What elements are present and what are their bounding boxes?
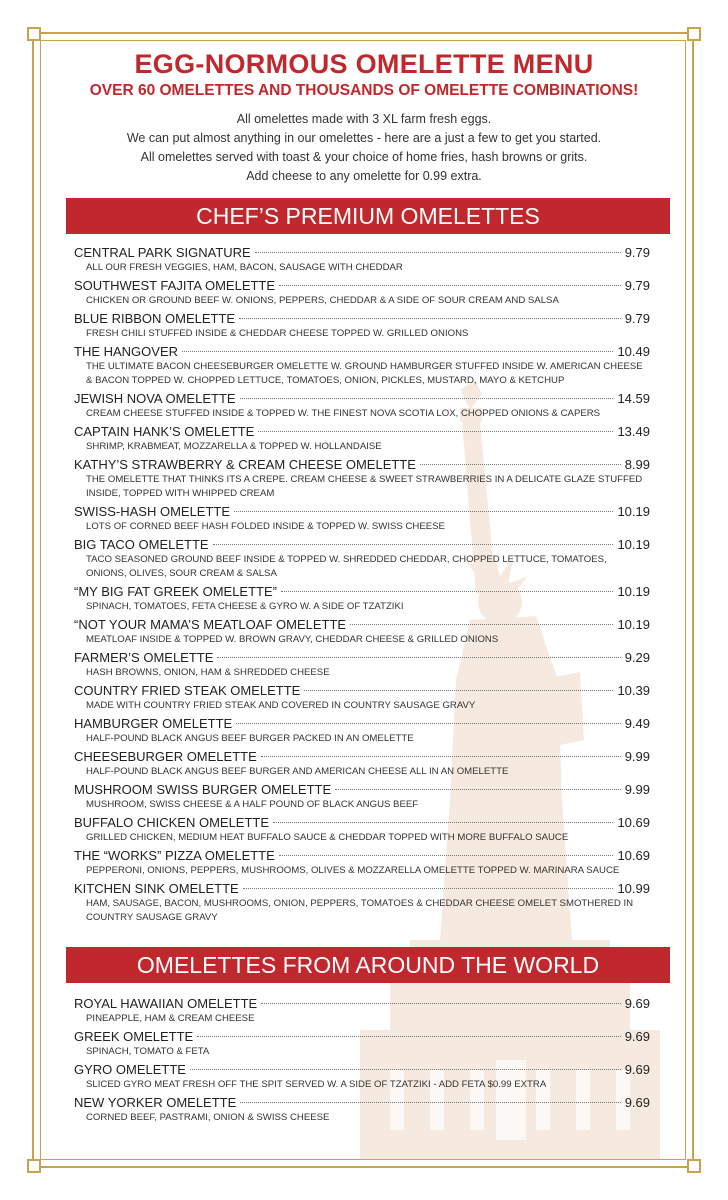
item-price: 9.79 (624, 278, 650, 293)
item-description: MUSHROOM, SWISS CHEESE & A HALF POUND OF BLACK ANGUS BEEF (86, 799, 419, 810)
dot-leader (182, 351, 613, 352)
intro-line: We can put almost anything in our omelettes - here are a just a few to get you started. (126, 131, 602, 145)
item-price: 9.29 (624, 650, 650, 665)
item-description: SPINACH, TOMATO & FETA (86, 1046, 210, 1057)
menu-item-row (74, 1094, 650, 1111)
item-name: GREEK OMELETTE (74, 1029, 194, 1044)
item-description: PINEAPPLE, HAM & CREAM CHEESE (86, 1013, 255, 1024)
menu-item-row (74, 616, 650, 633)
menu-item-row (74, 995, 650, 1012)
dot-leader (239, 318, 621, 319)
dot-leader (279, 285, 621, 286)
menu-item-row (74, 781, 650, 798)
item-price: 9.79 (624, 245, 650, 260)
item-name: THE HANGOVER (74, 344, 179, 359)
dot-leader (281, 591, 613, 592)
dot-leader (243, 888, 614, 889)
menu-item (74, 390, 650, 421)
item-name: MUSHROOM SWISS BURGER OMELETTE (74, 782, 332, 797)
menu-item (74, 1028, 650, 1059)
item-description: LOTS OF CORNED BEEF HASH FOLDED INSIDE & TOPPED W. SWISS CHEESE (86, 521, 445, 532)
menu-item (74, 1061, 650, 1092)
menu-item-row (74, 423, 650, 440)
menu-item (74, 616, 650, 647)
item-description: THE ULTIMATE BACON CHEESEBURGER OMELETTE W. GROUND HAMBURGER STUFFED INSIDE W. AMERICAN CHEESE & BACON TOPPED W. CHOPPED LETTUCE, TOMATOES, ONION, PICKLES, MUSTARD, MAYO & KETCHUP (86, 361, 643, 386)
intro-text (50, 110, 678, 186)
menu-item (74, 715, 650, 746)
dot-leader (240, 398, 614, 399)
item-name: SWISS-HASH OMELETTE (74, 504, 231, 519)
item-description: GRILLED CHICKEN, MEDIUM HEAT BUFFALO SAUCE & CHEDDAR TOPPED WITH MORE BUFFALO SAUCE (86, 832, 569, 843)
corner-ornament (687, 27, 701, 41)
item-price: 9.99 (624, 749, 650, 764)
menu-item (74, 847, 650, 878)
item-description: MEATLOAF INSIDE & TOPPED W. BROWN GRAVY, CHEDDAR CHEESE & GRILLED ONIONS (86, 634, 499, 645)
menu-item-row (74, 682, 650, 699)
item-name: THE “WORKS” PIZZA OMELETTE (74, 848, 275, 863)
menu-item-row (74, 536, 650, 553)
item-description: HASH BROWNS, ONION, HAM & SHREDDED CHEESE (86, 667, 330, 678)
item-price: 9.99 (624, 782, 650, 797)
item-name: CENTRAL PARK SIGNATURE (74, 245, 251, 260)
menu-item (74, 880, 650, 925)
menu-item (74, 1094, 650, 1125)
item-price: 10.69 (617, 815, 650, 830)
dot-leader (420, 464, 621, 465)
item-description: HALF-POUND BLACK ANGUS BEEF BURGER AND AMERICAN CHEESE ALL IN AN OMELETTE (86, 766, 509, 777)
menu-item-row (74, 649, 650, 666)
menu-item-row (74, 503, 650, 520)
item-price: 9.69 (624, 996, 650, 1011)
item-name: “NOT YOUR MAMA’S MEATLOAF OMELETTE (74, 617, 347, 632)
item-name: JEWISH NOVA OMELETTE (74, 391, 236, 406)
dot-leader (350, 624, 613, 625)
dot-leader (217, 657, 620, 658)
item-description: SPINACH, TOMATOES, FETA CHEESE & GYRO W. A SIDE OF TZATZIKI (86, 601, 404, 612)
item-name: BIG TACO OMELETTE (74, 537, 209, 552)
item-price: 13.49 (617, 424, 650, 439)
menu-item-row (74, 277, 650, 294)
menu-item (74, 423, 650, 454)
item-price: 9.69 (624, 1095, 650, 1110)
item-description: SHRIMP, KRABMEAT, MOZZARELLA & TOPPED W. HOLLANDAISE (86, 441, 382, 452)
item-name: HAMBURGER OMELETTE (74, 716, 233, 731)
item-name: KATHY’S STRAWBERRY & CREAM CHEESE OMELETTE (74, 457, 416, 472)
menu-item (74, 814, 650, 845)
corner-ornament (27, 27, 41, 41)
intro-line: All omelettes made with 3 XL farm fresh eggs. (236, 112, 492, 126)
menu-item (74, 503, 650, 534)
dot-leader (255, 252, 621, 253)
dot-leader (240, 1102, 620, 1103)
premium-omelettes-list (50, 244, 678, 925)
dot-leader (304, 690, 613, 691)
menu-item-row (74, 583, 650, 600)
menu-item-row (74, 1028, 650, 1045)
item-description: CREAM CHEESE STUFFED INSIDE & TOPPED W. THE FINEST NOVA SCOTIA LOX, CHOPPED ONIONS & CAPERS (86, 408, 601, 419)
item-price: 10.19 (617, 537, 650, 552)
item-description: HALF-POUND BLACK ANGUS BEEF BURGER PACKED IN AN OMELETTE (86, 733, 414, 744)
item-description: TACO SEASONED GROUND BEEF INSIDE & TOPPED W. SHREDDED CHEDDAR, CHOPPED LETTUCE, TOMATOES, ONIONS, OLIVES, SOUR CREAM & SALSA (86, 554, 607, 579)
dot-leader (261, 1003, 620, 1004)
dot-leader (273, 822, 613, 823)
menu-item (74, 244, 650, 275)
dot-leader (213, 544, 614, 545)
item-price: 9.79 (624, 311, 650, 326)
corner-ornament (687, 1159, 701, 1173)
menu-item (74, 995, 650, 1026)
corner-ornament (27, 1159, 41, 1173)
menu-item-row (74, 456, 650, 473)
item-name: KITCHEN SINK OMELETTE (74, 881, 239, 896)
menu-title: EGG-NORMOUS OMELETTE MENU (134, 49, 594, 79)
item-description: SLICED GYRO MEAT FRESH OFF THE SPIT SERVED W. A SIDE OF TZATZIKI - ADD FETA $0.99 EXTRA (86, 1079, 547, 1090)
menu-item-row (74, 847, 650, 864)
item-name: COUNTRY FRIED STEAK OMELETTE (74, 683, 301, 698)
menu-item (74, 456, 650, 501)
menu-item-row (74, 814, 650, 831)
item-price: 10.19 (617, 504, 650, 519)
menu-item-row (74, 1061, 650, 1078)
item-description: ALL OUR FRESH VEGGIES, HAM, BACON, SAUSAGE WITH CHEDDAR (86, 262, 403, 273)
dot-leader (197, 1036, 620, 1037)
menu-item (74, 781, 650, 812)
menu-item-row (74, 715, 650, 732)
menu-item (74, 748, 650, 779)
menu-item (74, 682, 650, 713)
item-description: HAM, SAUSAGE, BACON, MUSHROOMS, ONION, PEPPERS, TOMATOES & CHEDDAR CHEESE OMELET SMOTHERED IN COUNTRY SAUSAGE GRAVY (86, 898, 634, 923)
menu-item-row (74, 244, 650, 261)
menu-item-row (74, 390, 650, 407)
item-name: BUFFALO CHICKEN OMELETTE (74, 815, 270, 830)
item-name: ROYAL HAWAIIAN OMELETTE (74, 996, 258, 1011)
menu-item-row (74, 343, 650, 360)
item-description: CORNED BEEF, PASTRAMI, ONION & SWISS CHEESE (86, 1112, 330, 1123)
item-name: BLUE RIBBON OMELETTE (74, 311, 236, 326)
menu-item-row (74, 880, 650, 897)
item-price: 10.99 (617, 881, 650, 896)
item-name: CAPTAIN HANK’S OMELETTE (74, 424, 255, 439)
menu-item (74, 649, 650, 680)
item-name: NEW YORKER OMELETTE (74, 1095, 237, 1110)
intro-line: Add cheese to any omelette for 0.99 extra. (246, 169, 482, 183)
dot-leader (258, 431, 613, 432)
item-price: 10.39 (617, 683, 650, 698)
item-price: 10.19 (617, 617, 650, 632)
intro-line: All omelettes served with toast & your choice of home fries, hash browns or grits. (140, 150, 588, 164)
dot-leader (261, 756, 621, 757)
item-name: “MY BIG FAT GREEK OMELETTE” (74, 584, 277, 599)
item-name: GYRO OMELETTE (74, 1062, 186, 1077)
menu-item (74, 277, 650, 308)
item-description: PEPPERONI, ONIONS, PEPPERS, MUSHROOMS, OLIVES & MOZZARELLA OMELETTE TOPPED W. MARINARA SAUCE (86, 865, 620, 876)
item-price: 14.59 (617, 391, 650, 406)
section-heading-premium: CHEF’S PREMIUM OMELETTES (66, 198, 670, 234)
item-price: 10.19 (617, 584, 650, 599)
item-description: THE OMELETTE THAT THINKS ITS A CREPE. CREAM CHEESE & SWEET STRAWBERRIES IN A DELICATE GLAZE STUFFED INSIDE, TOPPED WITH WHIPPED CREAM (86, 474, 643, 499)
item-price: 9.69 (624, 1029, 650, 1044)
menu-item-row (74, 310, 650, 327)
item-price: 10.69 (617, 848, 650, 863)
item-description: CHICKEN OR GROUND BEEF W. ONIONS, PEPPERS, CHEDDAR & A SIDE OF SOUR CREAM AND SALSA (86, 295, 559, 306)
item-price: 10.49 (617, 344, 650, 359)
item-price: 8.99 (624, 457, 650, 472)
item-name: CHEESEBURGER OMELETTE (74, 749, 257, 764)
menu-item (74, 343, 650, 388)
menu-item (74, 583, 650, 614)
dot-leader (335, 789, 621, 790)
item-name: SOUTHWEST FAJITA OMELETTE (74, 278, 276, 293)
menu-subtitle: OVER 60 OMELETTES AND THOUSANDS OF OMELETTE COMBINATIONS! (89, 82, 639, 99)
menu-item (74, 310, 650, 341)
item-price: 9.49 (624, 716, 650, 731)
menu-item (74, 536, 650, 581)
item-description: FRESH CHILI STUFFED INSIDE & CHEDDAR CHEESE TOPPED W. GRILLED ONIONS (86, 328, 469, 339)
dot-leader (190, 1069, 621, 1070)
world-omelettes-list (50, 995, 678, 1125)
dot-leader (279, 855, 614, 856)
dot-leader (234, 511, 613, 512)
item-name: FARMER’S OMELETTE (74, 650, 214, 665)
item-description: MADE WITH COUNTRY FRIED STEAK AND COVERED IN COUNTRY SAUSAGE GRAVY (86, 700, 476, 711)
dot-leader (236, 723, 621, 724)
menu-content (50, 48, 678, 1127)
item-price: 9.69 (624, 1062, 650, 1077)
section-heading-world: OMELETTES FROM AROUND THE WORLD (66, 947, 670, 983)
menu-item-row (74, 748, 650, 765)
